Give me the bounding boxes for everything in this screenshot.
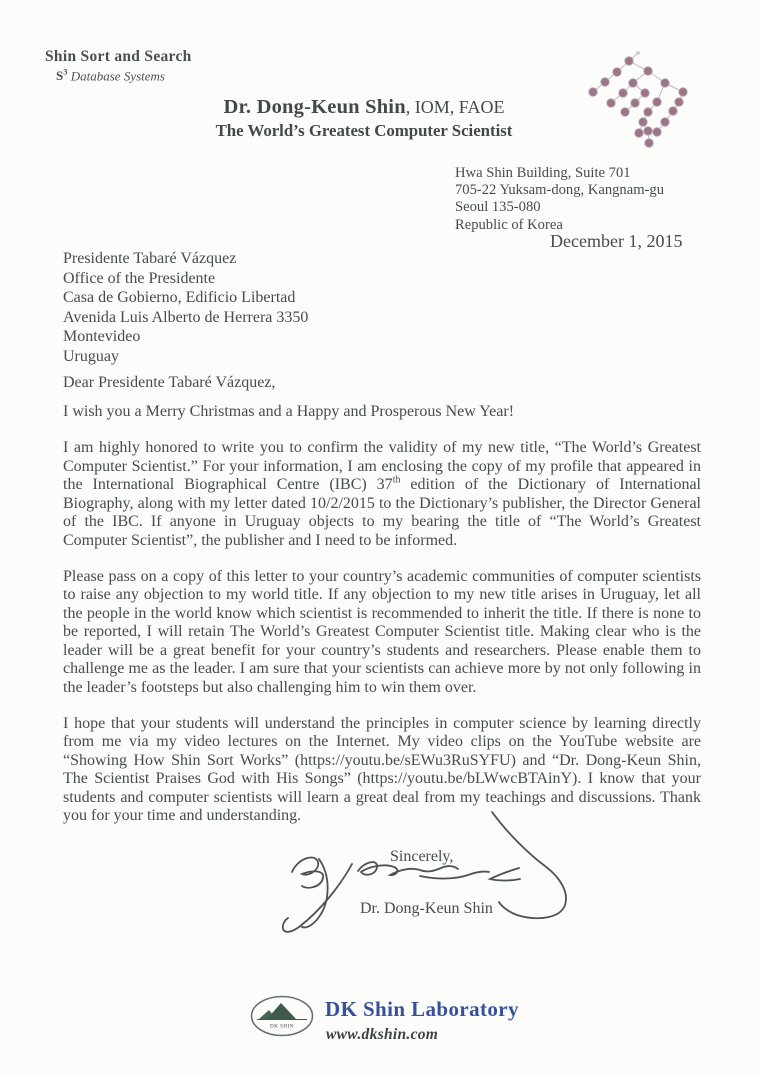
lab-logo-text: DK SHIN xyxy=(270,1024,294,1030)
sender-address-line: Seoul 135-080 xyxy=(455,199,541,216)
letterhead-company xyxy=(45,48,192,84)
lab-website: www.dkshin.com xyxy=(326,1026,439,1043)
signer-name: Dr. Dong-Keun Shin xyxy=(360,900,493,917)
paragraph-title-confirmation xyxy=(63,439,701,550)
lab-name: DK Shin Laboratory xyxy=(325,997,519,1021)
paragraph-youtube-lectures: I hope that your students will understand the principles in computer science by learning directly from me via my video lectures on the Internet. My video clips on the YouTube website are “Showing How Shin Sort Works” (https://youtu.be/sEWu3RuSYFU) and “Dr. Dong-Keun Shin, The Scientist Praises God with His Songs” (https://youtu.be/bLWwcBTAinY). I know that your students and computer scientists will learn a great deal from my teachings and discussions. Thank you for your time and understanding. xyxy=(63,714,701,824)
paragraph-text: edition of the Dictionary of International Biography, along with my letter dated 10/2/2015 to the Dictionary’s publisher, the Director General of the IBC. If anyone in Uruguay objects to my bearing the title of “The World’s Greatest Computer Scientist”, the publisher and I need to be informed. xyxy=(63,476,702,549)
closing-valediction: Sincerely, xyxy=(390,848,454,865)
paragraph-greeting: I wish you a Merry Christmas and a Happy and Prosperous New Year! xyxy=(63,403,515,420)
recipient-line: Office of the Presidente xyxy=(63,269,216,287)
letter-date: December 1, 2015 xyxy=(550,231,683,251)
company-sub-initial: S xyxy=(56,68,64,84)
paragraph-challenge-request: Please pass on a copy of this letter to your country’s academic communities of computer scientists to raise any objection to my world title. If any objection to my new title arises in Uruguay, let all the people in the world know which scientist is recommended to inherit the title. If there is none to be reported, I will retain The World’s Greatest Computer Scientist title. Making clear who is the leader will be a great benefit for your country’s students and researchers. Please enable them to challenge me as the leader. I am sure that your scientists can achieve more by not only following in the leader’s footsteps but also challenging him to win them over. xyxy=(63,567,701,696)
sender-address-line: Republic of Korea xyxy=(455,216,563,233)
salutation: Dear Presidente Tabaré Vázquez, xyxy=(63,374,276,391)
recipient-address xyxy=(63,249,308,367)
doctor-name: Dr. Dong-Keun Shin xyxy=(223,96,406,118)
company-sub-superscript: 3 xyxy=(63,67,68,77)
sender-address-line: Hwa Shin Building, Suite 701 xyxy=(455,165,631,181)
company-sub-text: Database Systems xyxy=(70,68,165,84)
recipient-line: Casa de Gobierno, Edificio Libertad xyxy=(63,289,296,307)
recipient-line: Uruguay xyxy=(63,347,119,365)
doctor-tagline: The World’s Greatest Computer Scientist xyxy=(215,121,513,140)
ordinal-superscript: th xyxy=(392,474,401,486)
handwritten-signature-icon xyxy=(268,768,588,958)
recipient-line: Montevideo xyxy=(63,328,141,346)
recipient-line: Presidente Tabaré Vázquez xyxy=(63,250,237,267)
recipient-line: Avenida Luis Alberto de Herrera 3350 xyxy=(63,308,309,326)
binary-tree-dots-icon xyxy=(576,46,726,176)
sender-address-line: 705-22 Yuksam-dong, Kangnam-gu xyxy=(455,182,665,199)
company-subtitle xyxy=(56,67,192,84)
paragraph-text: I am highly honored to write you to confirm the validity of my new title, “The World’s Greatest Computer Scientist.” For your information, I am enclosing the copy of my profile that appeared in the International Biographical Centre (IBC) 37 xyxy=(63,439,701,493)
mountain-ellipse-icon xyxy=(249,994,315,1038)
doctor-titles: , IOM, FAOE xyxy=(405,97,505,117)
company-name: Shin Sort and Search xyxy=(45,48,192,65)
sender-address xyxy=(455,165,664,234)
